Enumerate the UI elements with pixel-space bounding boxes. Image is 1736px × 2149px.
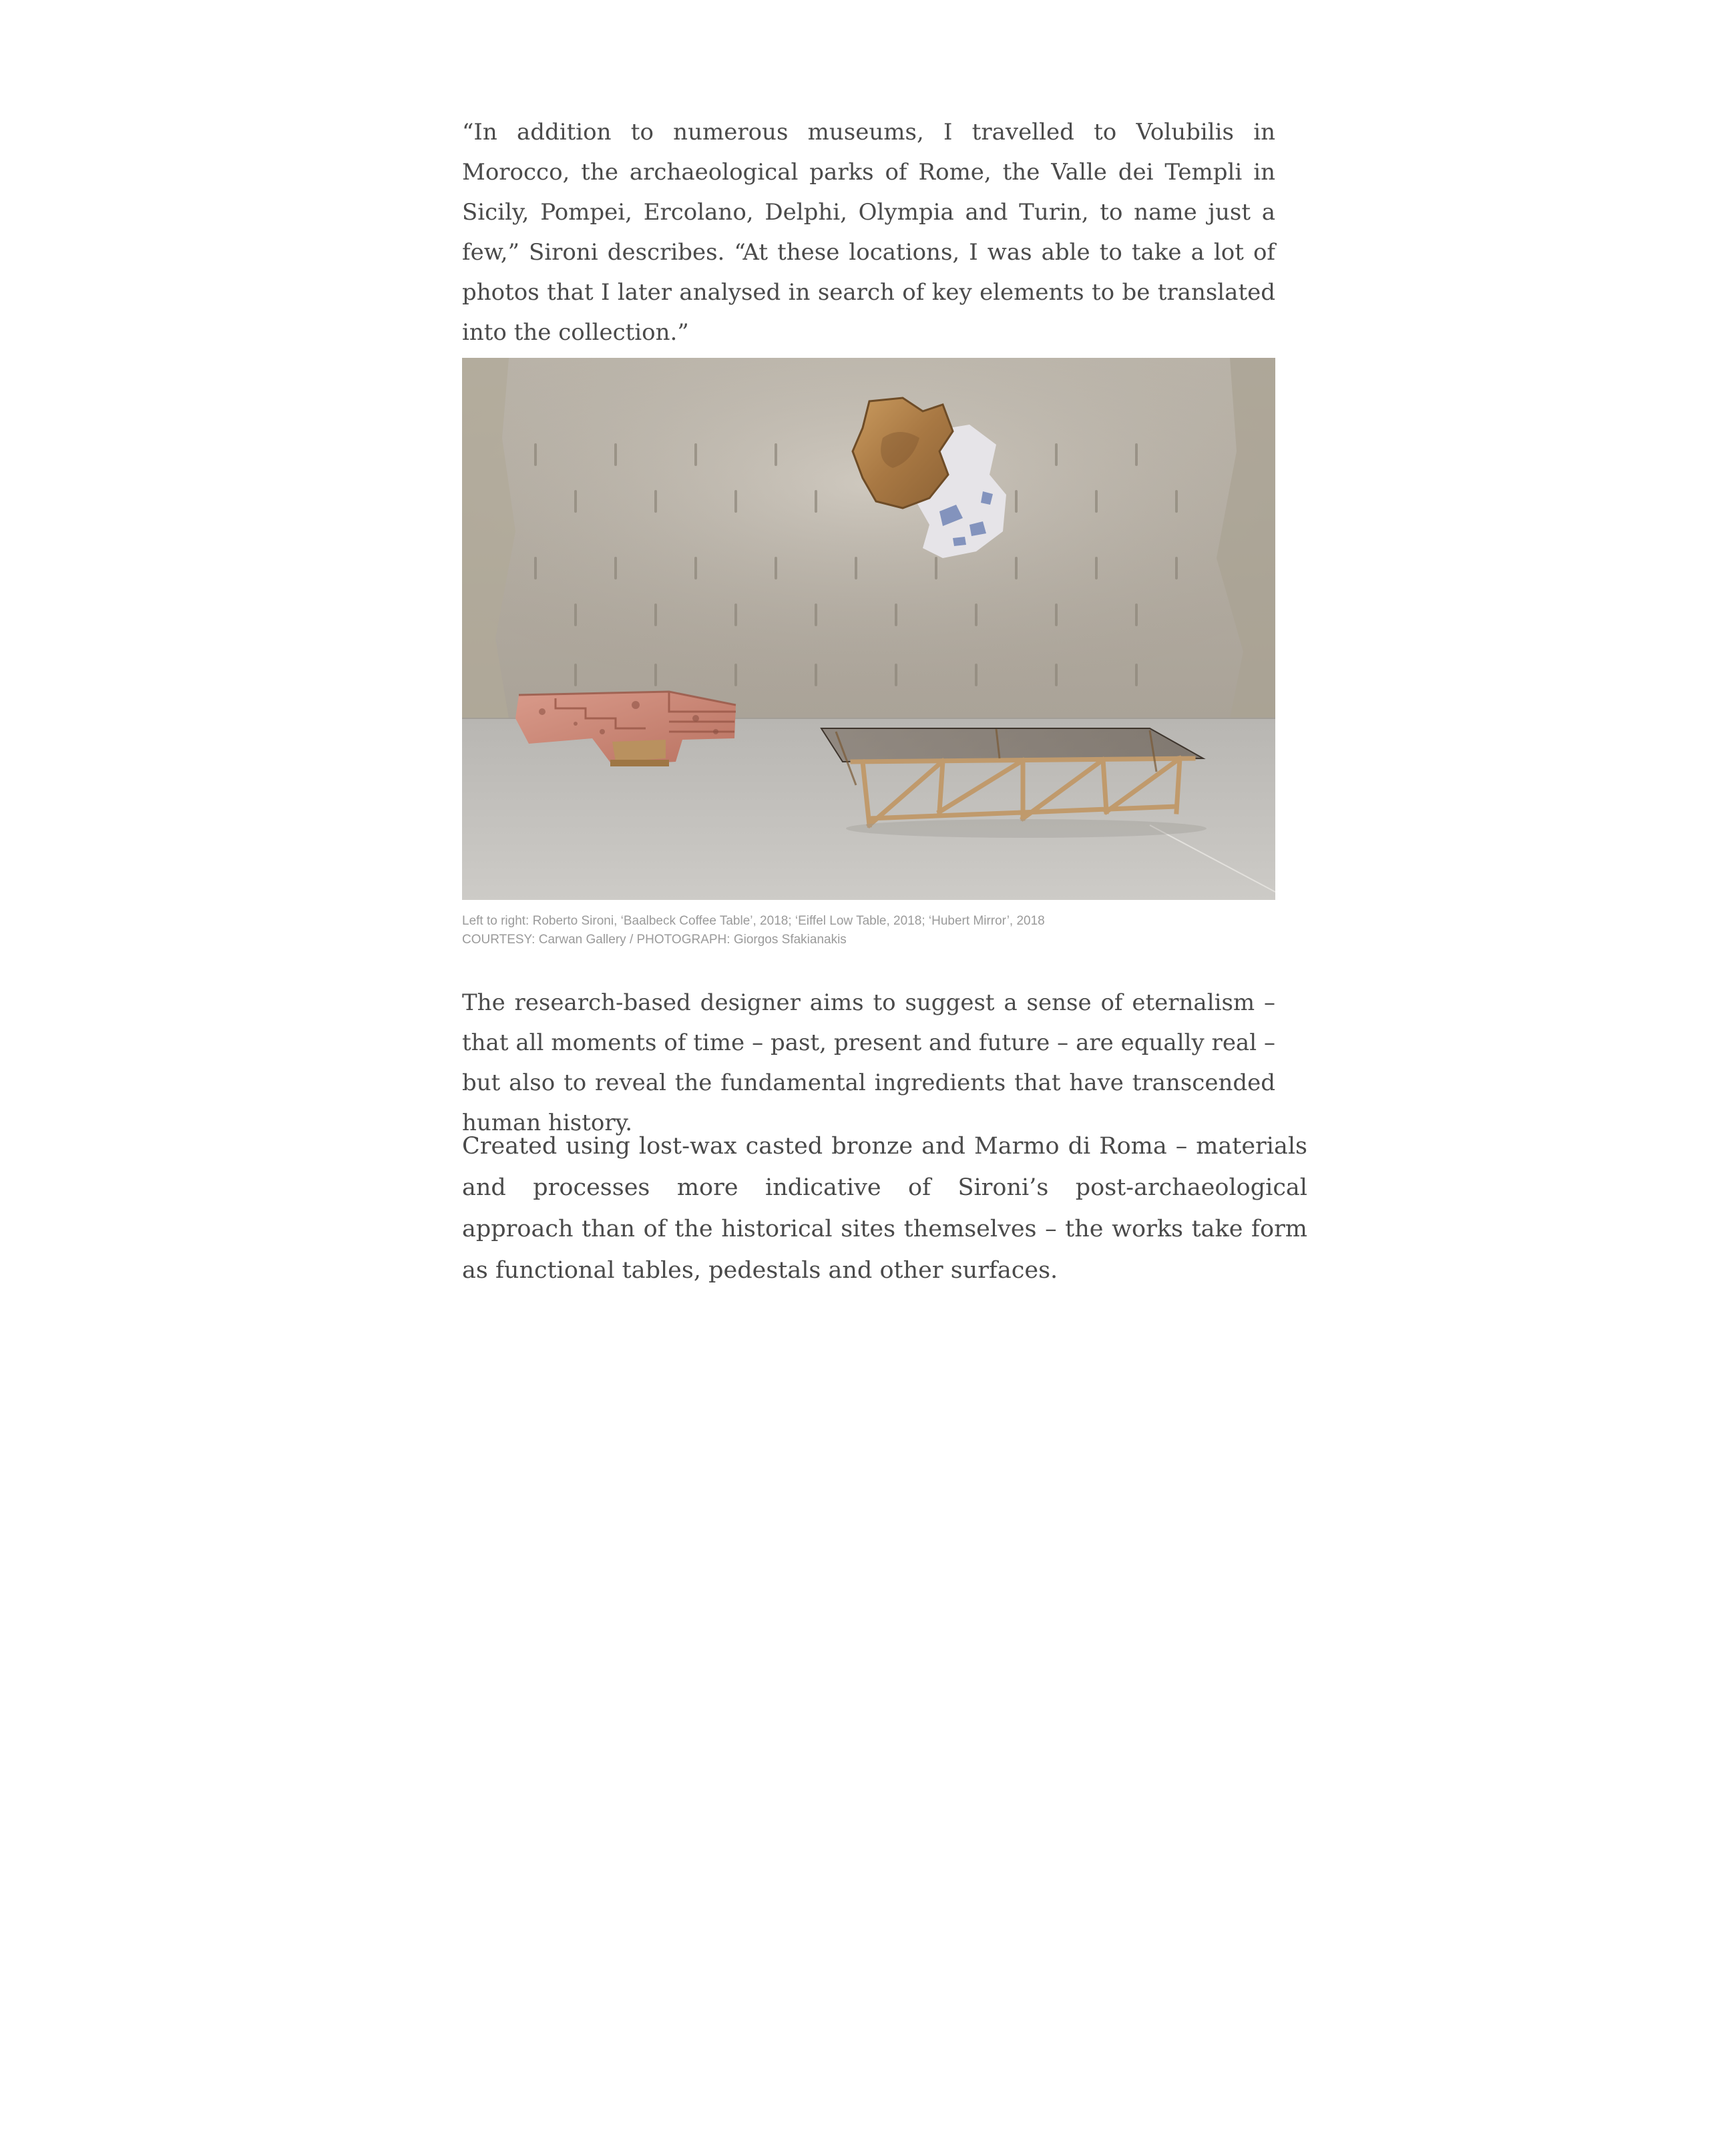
- article-paragraph-3: Created using lost-wax casted bronze and Marmo di Roma – materials and processes more indicative of Sironi’s post-archaeological approach than of the historical sites themselves – the works take form as functional tables, pedestals and other surfaces.: [462, 1133, 1307, 1284]
- photo-caption: [462, 912, 1330, 949]
- article-paragraph-1: “In addition to numerous museums, I travelled to Volubilis in Morocco, the archaeological parks of Rome, the Valle dei Templi in Sicily, Pompei, Ercolano, Delphi, Olympia and Turin, to name just a few,” Sironi describes. “At these locations, I was able to take a lot of photos that I later analysed in search of key elements to be translated into the collection.”: [462, 119, 1275, 346]
- caption-credit-line: Left to right: Roberto Sironi, ‘Baalbeck Coffee Table’, 2018; ‘Eiffel Low Table, 2018; ‘Hubert Mirror’, 2018: [462, 914, 1045, 928]
- article-paragraph-2: The research-based designer aims to suggest a sense of eternalism – that all moments of time – past, present and future – are equally real – but also to reveal the fundamental ingredients that have transcended human history.: [462, 989, 1275, 1136]
- article-photo: [462, 358, 1275, 900]
- exhibition-photo-illustration: [462, 358, 1275, 900]
- caption-courtesy-line: COURTESY: Carwan Gallery / PHOTOGRAPH: Giorgos Sfakianakis: [462, 933, 847, 947]
